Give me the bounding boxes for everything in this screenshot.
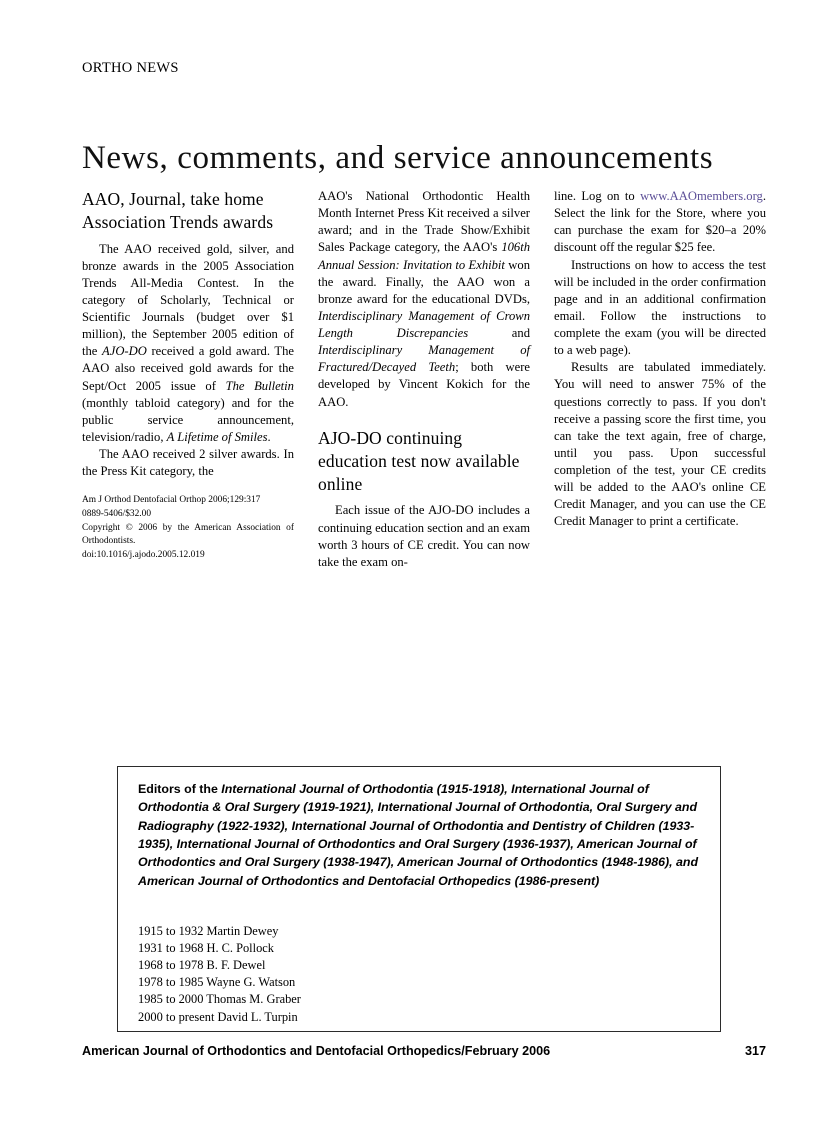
citation-line-issn: 0889-5406/$32.00: [82, 508, 152, 519]
italic-title-fractured-decayed: Interdisciplinary Management of Fractured/Decayed Teeth: [318, 343, 530, 375]
section-heading-awards: AAO, Journal, take home Association Trends awards: [82, 189, 274, 233]
paragraph-awards-2: The AAO received 2 silver awards. In the Press Kit category, the: [82, 447, 294, 479]
paragraph-ce-2: [554, 188, 766, 257]
citation-line-doi: doi:10.1016/j.ajodo.2005.12.019: [82, 549, 205, 560]
column-1: [82, 188, 294, 571]
text-run: received a gold award. The AAO also received gold awards for the Sept/Oct 2005 issue of: [82, 344, 294, 393]
citation-line-reference: Am J Orthod Dentofacial Orthop 2006;129:317: [82, 495, 261, 506]
citation-line-copyright: Copyright © 2006 by the American Association of Orthodontists.: [82, 522, 294, 547]
running-head: ORTHO NEWS: [82, 60, 179, 76]
paragraph-awards-3: [318, 188, 530, 411]
text-run: . Select the link for the Store, where you can purchase the exam for $20–a 20% discount off the regular $25 fee.: [554, 189, 766, 255]
text-run: The AAO received gold, silver, and bronze awards in the 2005 Association Trends All-Media Contest. In the category of Scholarly, Technical or Scientific Journals (budget over $1 million), the September 2005 edition of the: [82, 241, 294, 359]
list-item: 1985 to 2000 Thomas M. Graber: [138, 992, 301, 1007]
list-item: 1968 to 1978 B. F. Dewel: [138, 958, 266, 973]
column-2: [318, 188, 530, 571]
editors-box: [117, 766, 721, 1032]
paragraph-awards-1: [82, 241, 294, 447]
column-3: [554, 188, 766, 571]
text-run: line. Log on to: [554, 189, 641, 203]
section-heading-ce-test: AJO-DO continuing education test now available online: [318, 427, 520, 495]
article-columns: [82, 188, 766, 571]
italic-title-ajodo: AJO-DO: [102, 344, 147, 359]
citation-block: [82, 494, 294, 562]
italic-title-crown-length: Interdisciplinary Management of Crown Length Discrepancies: [318, 308, 530, 340]
page-title: News, comments, and service announcements: [82, 140, 714, 177]
text-run: won the award. Finally, the AAO won a bronze award for the educational DVDs,: [318, 257, 530, 306]
list-item: 2000 to present David L. Turpin: [138, 1009, 298, 1024]
editors-intro-prefix: Editors of the: [138, 782, 222, 796]
paragraph-ce-1: Each issue of the AJO-DO includes a continuing education section and an exam worth 3 hours of CE credit. You can now take the exam on-: [318, 503, 530, 569]
aao-members-link[interactable]: www.AAOmembers.org: [640, 189, 763, 203]
list-item: 1931 to 1968 H. C. Pollock: [138, 941, 274, 956]
italic-title-lifetime-of-smiles: A Lifetime of Smiles: [166, 429, 268, 444]
list-item: 1915 to 1932 Martin Dewey: [138, 924, 279, 938]
text-run: and: [468, 326, 530, 340]
editors-intro: [138, 780, 704, 890]
editors-list: [138, 923, 301, 1026]
italic-title-annual-session: 106th Annual Session: Invitation to Exhibit: [318, 240, 530, 272]
editors-journal-titles: International Journal of Orthodontia (1915-1918), International Journal of Orthodontia & Oral Surgery (1919-1921), International Journal of Orthodontia, Oral Surgery and Radiography (1922-1932), International Journal of Orthodontia and Dentistry of Children (1933-1935), International Journal of Orthodontics and Oral Surgery (1936-1937), American Journal of Orthodontics and Oral Surgery (1938-1947), American Journal of Orthodontics (1948-1986), and American Journal of Orthodontics and Dentofacial Orthopedics (1986-present): [138, 782, 699, 888]
text-run: (monthly tabloid category) and for the public service announcement, television/radio,: [82, 395, 294, 444]
page-footer: [82, 1044, 766, 1058]
italic-title-bulletin: The Bulletin: [225, 378, 294, 393]
paragraph-ce-4: Results are tabulated immediately. You will need to answer 75% of the questions correctly to pass. If you don't receive a passing score the first time, you can take the text again, free of charge, until you pass. Upon successful completion of the test, your CE credits will be added to the AAO's online CE Credit Manager, and you can use the CE Credit Manager to print a certificate.: [554, 360, 766, 529]
footer-journal-line: American Journal of Orthodontics and Dentofacial Orthopedics/February 2006: [82, 1044, 551, 1058]
footer-page-number: 317: [744, 1044, 766, 1058]
text-run: ; both were developed by Vincent Kokich for the AAO.: [318, 360, 530, 409]
list-item: 1978 to 1985 Wayne G. Watson: [138, 975, 296, 990]
text-run: .: [267, 429, 271, 444]
paragraph-ce-3: Instructions on how to access the test will be included in the order confirmation page and in an additional confirmation email. Follow the instructions to complete the exam (you will be directed to a web page).: [554, 257, 766, 358]
text-run: AAO's National Orthodontic Health Month Internet Press Kit received a silver award; and in the Trade Show/Exhibit Sales Package category, the AAO's: [318, 189, 530, 255]
